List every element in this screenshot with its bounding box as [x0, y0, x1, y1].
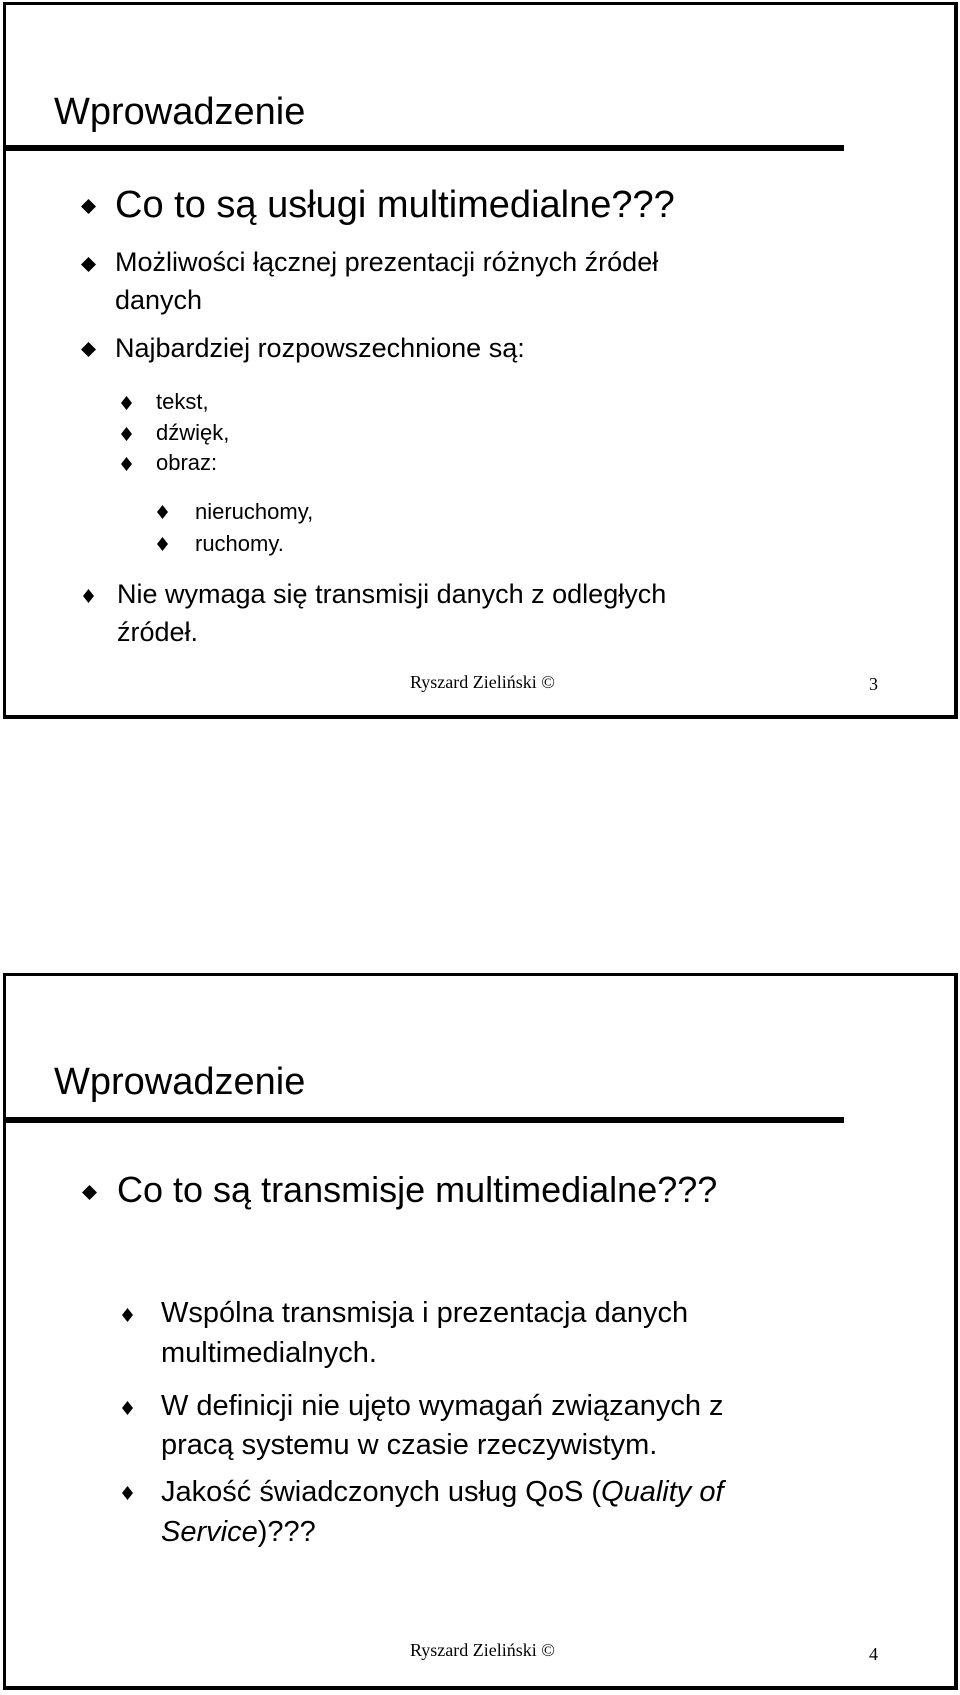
diamond-bullet-icon [81, 199, 96, 214]
slide-3 [3, 2, 958, 719]
slide-footer: Ryszard Zieliński © [410, 1640, 555, 1660]
qos-term-italic: Service [161, 1516, 258, 1548]
page-number: 4 [869, 1644, 878, 1664]
slide-footer: Ryszard Zieliński © [410, 672, 555, 692]
small-diamond-bullet-icon [122, 1401, 133, 1415]
small-diamond-bullet-icon [121, 396, 132, 410]
small-diamond-bullet-icon [122, 1486, 133, 1500]
sub-bullet-item: W definicji nie ujęto wymagań związanych z [161, 1390, 724, 1422]
qos-term-italic: Quality of [601, 1476, 724, 1508]
slide-title: Wprowadzenie [54, 91, 306, 133]
slide-title: Wprowadzenie [54, 1061, 306, 1103]
bullet-item: Możliwości łącznej prezentacji różnych źródeł [115, 247, 659, 277]
sub-bullet-item: obraz: [156, 450, 218, 475]
bullet-item: Co to są usługi multimedialne??? [115, 184, 675, 226]
slide-4 [3, 973, 958, 1690]
sub-bullet-item [161, 1478, 724, 1507]
bullet-item: Co to są transmisje multimedialne??? [117, 1169, 718, 1210]
qos-text: )??? [257, 1516, 316, 1548]
page-number: 3 [869, 674, 878, 694]
qos-text: Jakość świadczonych usług QoS ( [161, 1476, 602, 1508]
sub-bullet-item: Wspólna transmisja i prezentacja danych [161, 1297, 689, 1329]
small-diamond-bullet-icon [157, 537, 168, 551]
title-divider [6, 145, 844, 151]
sub-bullet-item-continuation: multimedialnych. [161, 1337, 377, 1369]
sub-bullet-item: dźwięk, [156, 420, 230, 445]
sub-bullet-item-continuation: pracą systemu w czasie rzeczywistym. [161, 1429, 658, 1461]
sub-bullet-item: tekst, [156, 389, 209, 414]
bullet-item-continuation: źródeł. [117, 617, 199, 647]
bullet-item-continuation: danych [115, 285, 203, 315]
bullet-item: Nie wymaga się transmisji danych z odległych [117, 579, 667, 609]
diamond-bullet-icon [81, 342, 96, 357]
sub-sub-bullet-item: ruchomy. [195, 531, 284, 556]
diamond-bullet-icon [81, 257, 96, 272]
small-diamond-bullet-icon [157, 505, 168, 519]
diamond-bullet-icon [82, 1185, 97, 1200]
small-diamond-bullet-icon [121, 427, 132, 441]
sub-bullet-item-continuation [161, 1518, 316, 1547]
small-diamond-bullet-icon [121, 457, 132, 471]
bullet-item: Najbardziej rozpowszechnione są: [115, 333, 525, 363]
title-divider [6, 1117, 844, 1123]
small-diamond-bullet-icon [122, 1308, 133, 1322]
sub-sub-bullet-item: nieruchomy, [195, 499, 314, 524]
small-diamond-bullet-icon [83, 589, 94, 603]
